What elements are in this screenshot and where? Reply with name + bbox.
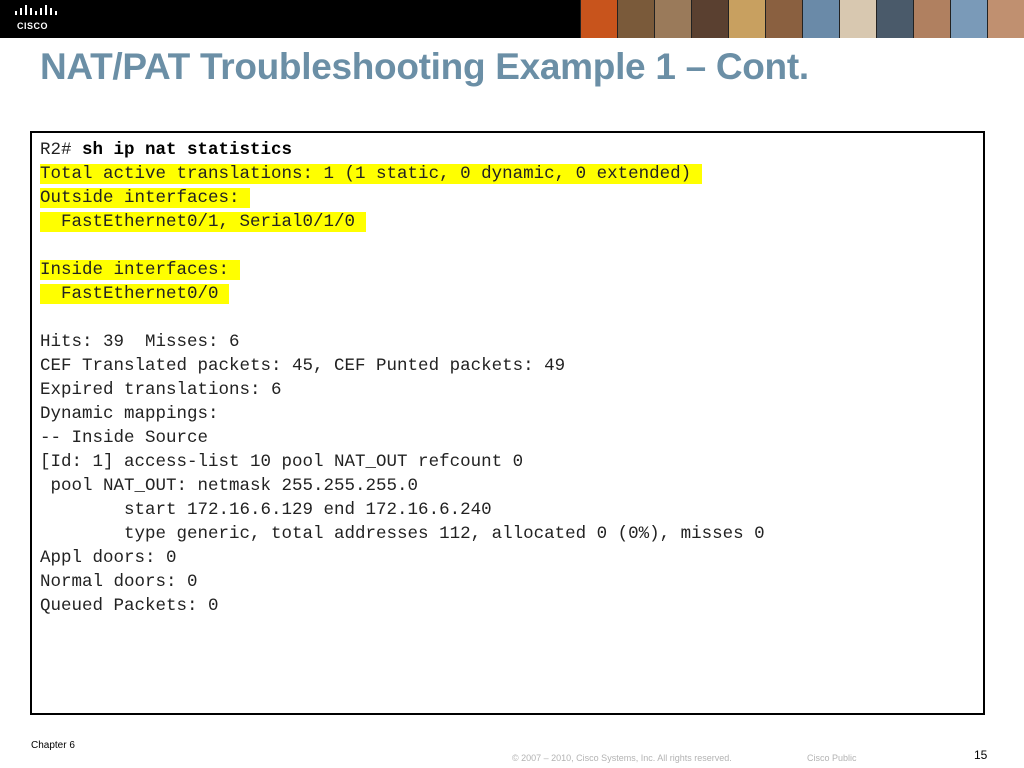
terminal-line-cef: CEF Translated packets: 45, CEF Punted packets: 49 bbox=[40, 356, 566, 376]
header-photo bbox=[950, 0, 987, 38]
logo-text: CISCO bbox=[17, 21, 49, 31]
header-photo bbox=[580, 0, 617, 38]
terminal-command-line bbox=[40, 138, 292, 162]
terminal-output bbox=[30, 131, 985, 715]
terminal-line-hits: Hits: 39 Misses: 6 bbox=[40, 332, 240, 352]
header-photo bbox=[765, 0, 802, 38]
header-photo bbox=[802, 0, 839, 38]
terminal-line-access-list: [Id: 1] access-list 10 pool NAT_OUT refcount 0 bbox=[40, 452, 524, 472]
page-number: 15 bbox=[974, 748, 988, 762]
terminal-line-pool-type: type generic, total addresses 112, allocated 0 (0%), misses 0 bbox=[40, 524, 765, 544]
terminal-command: sh ip nat statistics bbox=[82, 140, 293, 160]
cisco-bridge-icon bbox=[14, 5, 60, 19]
cisco-logo bbox=[14, 5, 60, 35]
terminal-line-pool-range: start 172.16.6.129 end 172.16.6.240 bbox=[40, 500, 492, 520]
header-photo bbox=[617, 0, 654, 38]
header-photo bbox=[691, 0, 728, 38]
terminal-line-inside-interfaces: Inside interfaces: bbox=[40, 260, 240, 280]
terminal-line-pool: pool NAT_OUT: netmask 255.255.255.0 bbox=[40, 476, 419, 496]
header-photo bbox=[913, 0, 950, 38]
terminal-line-inside-list: FastEthernet0/0 bbox=[40, 284, 230, 304]
footer-classification: Cisco Public bbox=[807, 753, 857, 763]
terminal-line-appl-doors: Appl doors: 0 bbox=[40, 548, 177, 568]
terminal-line-total-translations: Total active translations: 1 (1 static, 0 dynamic, 0 extended) bbox=[40, 164, 702, 184]
terminal-line-normal-doors: Normal doors: 0 bbox=[40, 572, 198, 592]
header-photo bbox=[876, 0, 913, 38]
terminal-line-dynamic-mappings: Dynamic mappings: bbox=[40, 404, 219, 424]
terminal-line-outside-interfaces: Outside interfaces: bbox=[40, 188, 251, 208]
terminal-line-inside-source: -- Inside Source bbox=[40, 428, 209, 448]
slide-title: NAT/PAT Troubleshooting Example 1 – Cont. bbox=[40, 46, 809, 87]
footer-chapter: Chapter 6 bbox=[31, 740, 75, 751]
terminal-line-expired: Expired translations: 6 bbox=[40, 380, 282, 400]
footer-copyright: © 2007 – 2010, Cisco Systems, Inc. All rights reserved. bbox=[512, 753, 732, 763]
header-photo-strip bbox=[580, 0, 1024, 38]
terminal-line-outside-list: FastEthernet0/1, Serial0/1/0 bbox=[40, 212, 366, 232]
header-photo bbox=[728, 0, 765, 38]
terminal-prompt: R2# bbox=[40, 140, 83, 160]
header-photo bbox=[987, 0, 1024, 38]
header-photo bbox=[839, 0, 876, 38]
header-bar bbox=[0, 0, 1024, 38]
terminal-line-queued-packets: Queued Packets: 0 bbox=[40, 596, 219, 616]
header-photo bbox=[654, 0, 691, 38]
